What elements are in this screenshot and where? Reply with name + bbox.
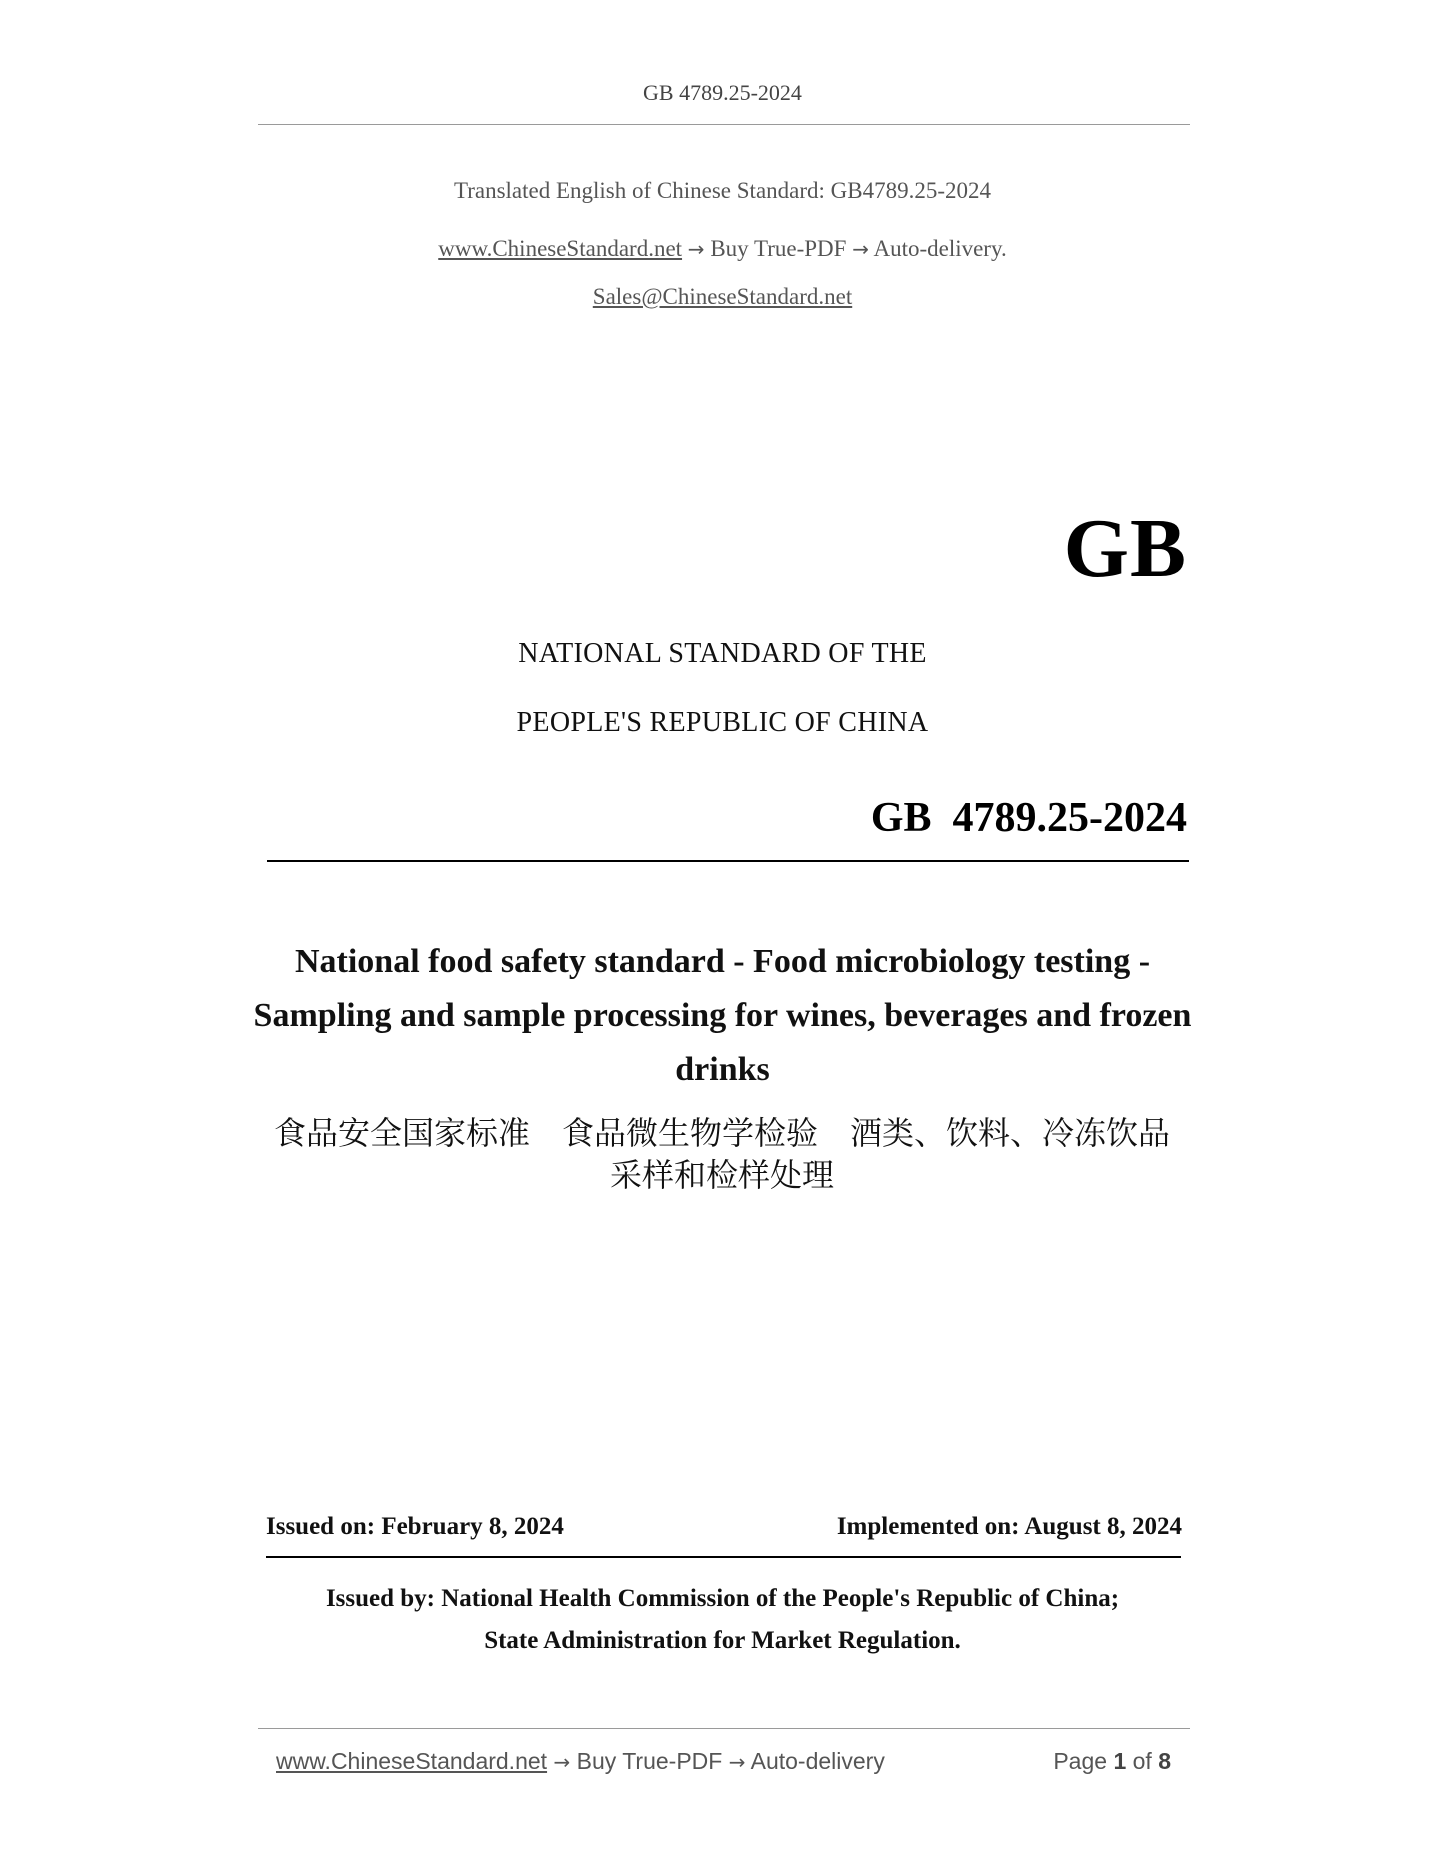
standard-number: GB 4789.25-2024 xyxy=(870,795,1187,841)
arrow-right-icon: → xyxy=(687,237,705,261)
translation-notice: Translated English of Chinese Standard: GB4789.25-2024 xyxy=(453,178,992,203)
of-word: of xyxy=(1132,1748,1152,1774)
footer-buy-text: Buy True-PDF xyxy=(576,1748,723,1774)
sales-email-link[interactable]: Sales@ChineseStandard.net xyxy=(592,284,853,309)
arrow-right-icon: → xyxy=(553,1750,571,1774)
chinese-title: 食品安全国家标准 食品微生物学检验 酒类、饮料、冷冻饮品采样和检样处理 xyxy=(273,1114,1170,1194)
page-current: 1 xyxy=(1113,1748,1127,1774)
footer-site-link[interactable]: www.ChineseStandard.net xyxy=(276,1748,548,1774)
sales-email-row xyxy=(0,284,1445,310)
issuer-line-2: State Administration for Market Regulation. xyxy=(484,1627,961,1654)
footer-links xyxy=(276,1748,885,1775)
page-indicator xyxy=(1053,1748,1171,1775)
implemented-on-date: Implemented on: August 8, 2024 xyxy=(836,1513,1182,1540)
gb-logo: GB xyxy=(1063,502,1187,595)
issuer-line-1: Issued by: National Health Commission of the People's Republic of China; xyxy=(325,1585,1120,1612)
header-divider xyxy=(258,124,1190,125)
arrow-right-icon: → xyxy=(728,1750,746,1774)
national-standard-line-1: NATIONAL STANDARD OF THE xyxy=(518,638,927,669)
promo-links xyxy=(0,236,1445,262)
chinese-standard-link[interactable]: www.ChineseStandard.net xyxy=(438,236,683,261)
page-word: Page xyxy=(1053,1748,1108,1774)
national-standard-line-2: PEOPLE'S REPUBLIC OF CHINA xyxy=(516,707,929,738)
footer-auto-text: Auto-delivery xyxy=(750,1748,885,1774)
page-total: 8 xyxy=(1158,1748,1171,1774)
english-title: National food safety standard - Food microbiology testing - Sampling and sample processing for wines, beverages and frozen drinks xyxy=(253,943,1192,1088)
auto-delivery-text: Auto-delivery. xyxy=(873,236,1007,261)
issued-on-date: Issued on: February 8, 2024 xyxy=(266,1513,564,1540)
title-divider xyxy=(267,860,1189,862)
dates-divider xyxy=(266,1556,1181,1558)
buy-true-pdf-text: Buy True-PDF xyxy=(710,236,847,261)
running-header: GB 4789.25-2024 xyxy=(643,80,802,105)
arrow-right-icon: → xyxy=(852,237,869,261)
footer-divider xyxy=(258,1728,1190,1729)
